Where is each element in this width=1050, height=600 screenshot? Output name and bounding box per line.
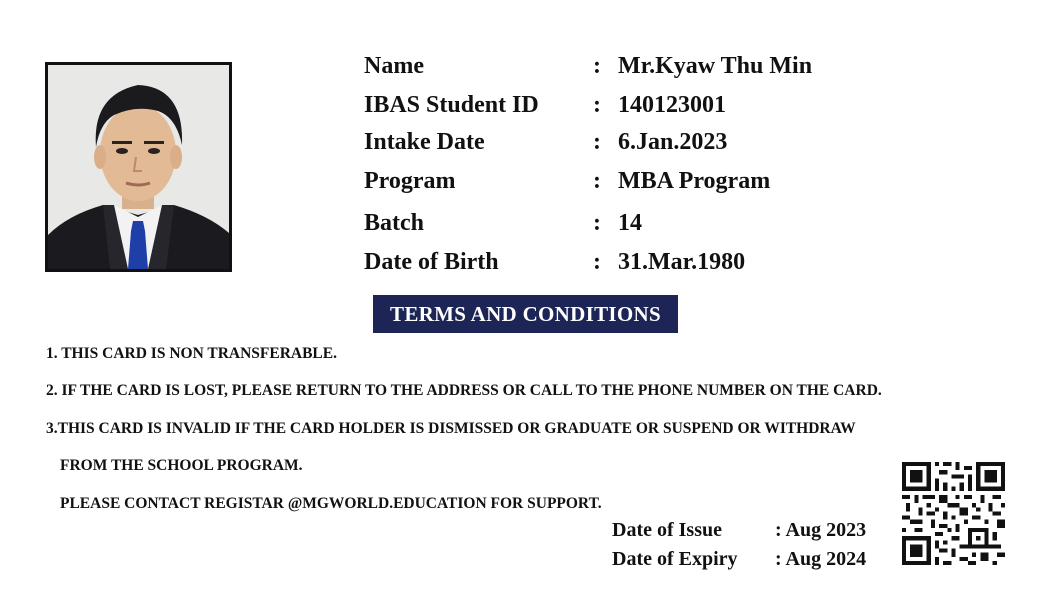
student-photo [45, 62, 232, 272]
term-1: 1. THIS CARD IS NON TRANSFERABLE. [46, 345, 337, 362]
field-colon: : [593, 53, 601, 79]
qr-code-graphic [902, 462, 1005, 565]
field-value: 140123001 [618, 92, 726, 118]
terms-title-banner: TERMS AND CONDITIONS [373, 295, 678, 333]
field-value: Mr.Kyaw Thu Min [618, 53, 813, 79]
issue-label: Date of Issue [612, 519, 722, 541]
qr-code [902, 462, 1005, 565]
issue-value: : Aug 2023 [775, 519, 867, 541]
field-value: 31.Mar.1980 [618, 249, 746, 275]
field-colon: : [593, 168, 601, 194]
portrait-illustration [48, 65, 229, 269]
field-label: Program [364, 168, 456, 194]
support-contact: PLEASE CONTACT REGISTAR @MGWORLD.EDUCATION FOR SUPPORT. [60, 495, 602, 512]
field-colon: : [593, 129, 601, 155]
expiry-label: Date of Expiry [612, 548, 738, 570]
term-3-continued: FROM THE SCHOOL PROGRAM. [60, 457, 303, 474]
field-label: Date of Birth [364, 249, 499, 275]
field-value: MBA Program [618, 168, 771, 194]
field-colon: : [593, 249, 601, 275]
field-label: Batch [364, 210, 424, 236]
term-2: 2. IF THE CARD IS LOST, PLEASE RETURN TO THE ADDRESS OR CALL TO THE PHONE NUMBER ON THE CARD. [46, 382, 882, 399]
expiry-value: : Aug 2024 [775, 548, 867, 570]
field-label: Name [364, 53, 424, 79]
field-colon: : [593, 92, 601, 118]
field-value: 6.Jan.2023 [618, 129, 728, 155]
field-colon: : [593, 210, 601, 236]
field-value: 14 [618, 210, 642, 236]
field-label: Intake Date [364, 129, 485, 155]
field-label: IBAS Student ID [364, 92, 539, 118]
term-3: 3.THIS CARD IS INVALID IF THE CARD HOLDER IS DISMISSED OR GRADUATE OR SUSPEND OR WITHDRAW [46, 420, 856, 437]
